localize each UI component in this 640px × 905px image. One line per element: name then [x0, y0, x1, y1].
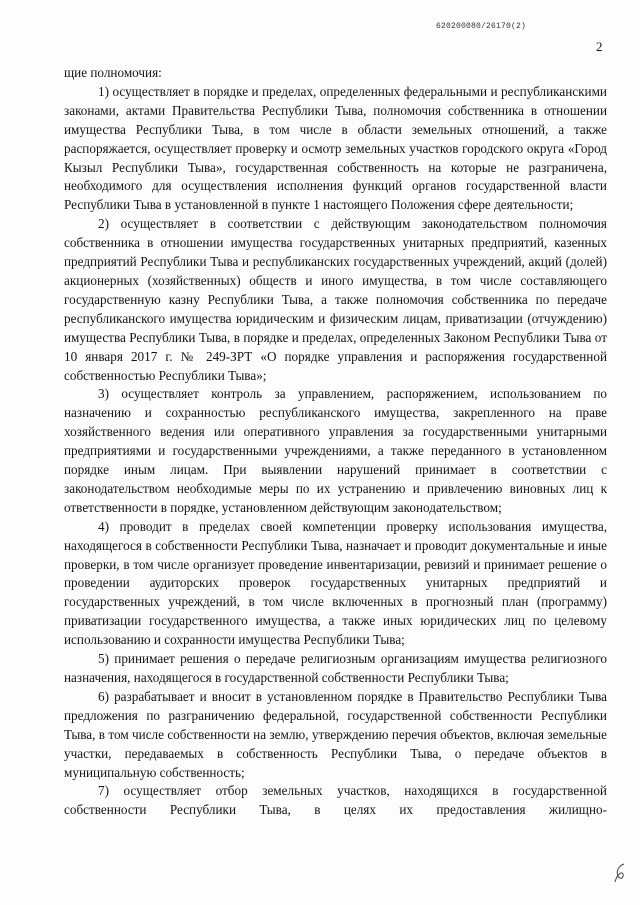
page-number: 2	[596, 39, 603, 54]
paragraph-item-4: 4) проводит в пределах своей компетенции проверку использования имущества, находящегося в собственности Республики Тыва, назначает и проводит документальные и иные проверки, в том числе организует проведение инвентаризации, ревизий и принимает решение о проведении аудиторских проверок государственных унитарных предприятий и государственных учреждений, в том числе включенных в прогнозный план (программу) приватизации государственного имущества, а также иных юридических лиц по целевому использованию и сохранности имущества Республики Тыва;	[64, 518, 607, 648]
paragraph-continuation: щие полномочия:	[64, 65, 162, 80]
paragraph-item-7: 7) осуществляет отбор земельных участков, находящихся в государственной собственности Республики Тыва, в целях их предоставления жилищно-	[64, 783, 607, 818]
document-code: 620200080/26170(2)	[436, 22, 527, 31]
paragraph-item-2: 2) осуществляет в соответствии с действующим законодательством полномочия собственника в отношении имущества государственных унитарных предприятий, казенных предприятий Республики Тыва и республиканских государственных учреждений, акций (долей) акционерных (хозяйственных) обществ и иного имущества, в том числе составляющего государственную казну Республики Тыва, а также полномочия собственника по передаче республиканского имущества юридическим и физическим лицам, приватизации (отчуждению) имущества Республики Тыва, в порядке и пределах, определенных Законом Республики Тыва от 10 января 2017 г. № 249-ЗРТ «О порядке управления и распоряжения государственной собственностью Республики Тыва»;	[64, 216, 607, 383]
document-body	[64, 64, 607, 820]
paragraph-item-5: 5) принимает решения о передаче религиозным организациям имущества религиозного назначения, находящегося в государственной собственности Республики Тыва;	[64, 651, 607, 685]
handwritten-mark-icon	[612, 862, 628, 886]
paragraph-item-3: 3) осуществляет контроль за управлением, распоряжением, использованием по назначению и сохранностью республиканского имущества, закрепленного на праве хозяйственного ведения или оперативного управления за государственными унитарными предприятиями и государственными учреждениями, а также переданного в установленном порядке иным лицам. При выявлении нарушений принимает в соответствии с законодательством необходимые меры по их устранению и привлечению виновных лиц к ответственности в порядке, установленном действующим законодательством;	[64, 386, 607, 515]
paragraph-item-6: 6) разрабатывает и вносит в установленном порядке в Правительство Республики Тыва предложения по разграничению федеральной, государственной собственности Республики Тыва, в том числе собственности на землю, утверждению перечия объектов, включая земельные участки, передаваемых в собственность Республики Тыва, о передаче объектов в муниципальную собственность;	[64, 688, 607, 780]
paragraph-item-1: 1) осуществляет в порядке и пределах, определенных федеральными и республиканскими законами, актами Правительства Республики Тыва, полномочия собственника в отношении имущества Республики Тыва, в том числе в области земельных отношений, а также распоряжается, осуществляет проверку и осмотр земельных участков городского округа «Город Кызыл Республики Тыва», государственная собственность на которые не разграничена, необходимого для осуществления исполнения функций органов государственной власти Республики Тыва в установленной в пункте 1 настоящего Положения сфере деятельности;	[64, 83, 607, 213]
